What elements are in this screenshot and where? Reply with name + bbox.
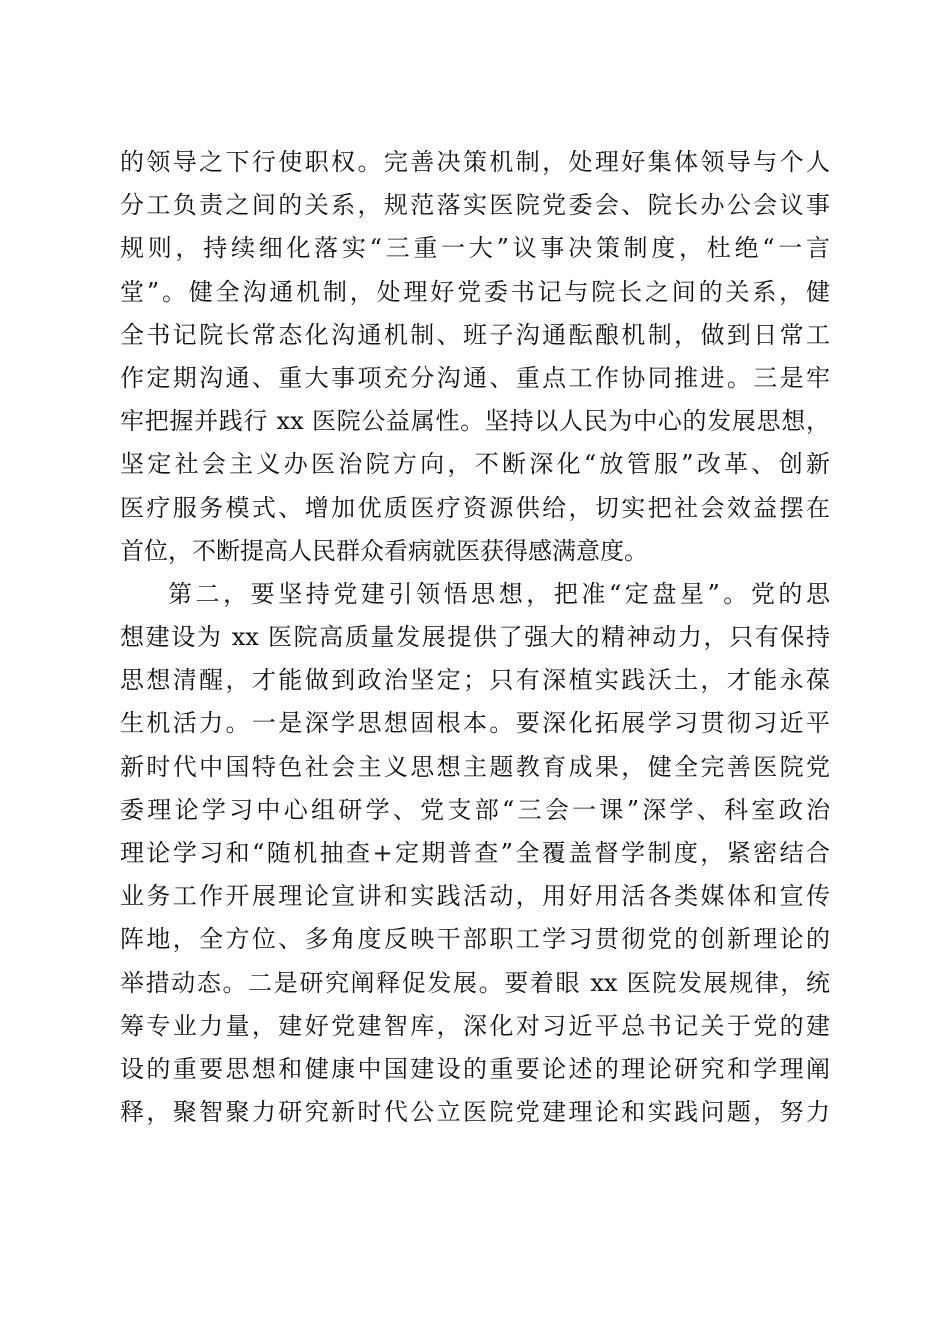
text-line: 委理论学习中心组研学、党支部“三会一课”深学、科室政治 bbox=[120, 795, 830, 824]
text-line: 生机活力。一是深学思想固根本。要深化拓展学习贯彻习近平 bbox=[120, 709, 830, 738]
text-line: 想建设为 xx 医院高质量发展提供了强大的精神动力，只有保持 bbox=[120, 623, 830, 652]
text-line: 释，聚智聚力研究新时代公立医院党建理论和实践问题，努力 bbox=[120, 1098, 830, 1127]
text-line: 第二，要坚持党建引领悟思想，把准“定盘星”。党的思 bbox=[168, 579, 830, 608]
text-line: 举措动态。二是研究阐释促发展。要着眼 xx 医院发展规律，统 bbox=[120, 968, 830, 997]
text-line: 筹专业力量，建好党建智库，深化对习近平总书记关于党的建 bbox=[120, 1011, 830, 1040]
text-line: 医疗服务模式、增加优质医疗资源供给，切实把社会效益摆在 bbox=[120, 493, 830, 522]
body-text bbox=[120, 141, 830, 1134]
text-line: 规则，持续细化落实“三重一大”议事决策制度，杜绝“一言 bbox=[120, 234, 830, 263]
text-line: 堂”。健全沟通机制，处理好党委书记与院长之间的关系，健 bbox=[120, 277, 830, 306]
text-line: 业务工作开展理论宣讲和实践活动，用好用活各类媒体和宣传 bbox=[120, 882, 830, 911]
text-line: 新时代中国特色社会主义思想主题教育成果，健全完善医院党 bbox=[120, 752, 830, 781]
text-line: 理论学习和“随机抽查+定期普查”全覆盖督学制度，紧密结合 bbox=[120, 839, 830, 867]
text-line: 阵地，全方位、多角度反映干部职工学习贯彻党的创新理论的 bbox=[120, 925, 830, 954]
text-line: 分工负责之间的关系，规范落实医院党委会、院长办公会议事 bbox=[120, 191, 830, 220]
paragraph bbox=[120, 141, 830, 573]
text-line: 牢把握并践行 xx 医院公益属性。坚持以人民为中心的发展思想， bbox=[120, 407, 830, 436]
text-line: 的领导之下行使职权。完善决策机制，处理好集体领导与个人 bbox=[120, 148, 830, 176]
text-line: 设的重要思想和健康中国建设的重要论述的理论研究和学理阐 bbox=[120, 1054, 830, 1083]
text-line: 思想清醒，才能做到政治坚定；只有深植实践沃土，才能永葆 bbox=[120, 666, 830, 695]
text-line: 作定期沟通、重大事项充分沟通、重点工作协同推进。三是牢 bbox=[120, 363, 830, 392]
paragraph bbox=[120, 573, 830, 1134]
text-line: 坚定社会主义办医治院方向，不断深化“放管服”改革、创新 bbox=[120, 450, 830, 479]
text-line: 首位，不断提高人民群众看病就医获得感满意度。 bbox=[120, 536, 648, 565]
text-line: 全书记院长常态化沟通机制、班子沟通酝酿机制，做到日常工 bbox=[120, 320, 830, 349]
